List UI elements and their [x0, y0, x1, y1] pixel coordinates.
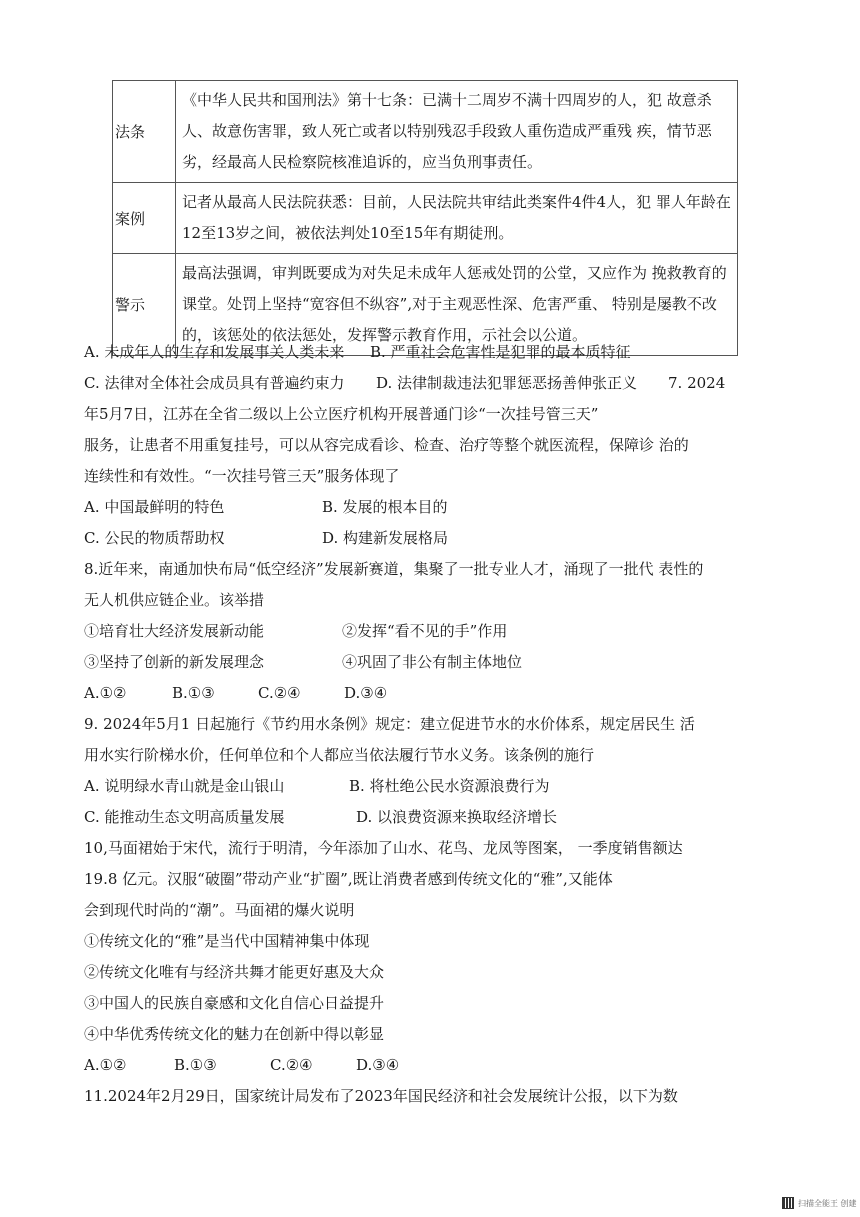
q6-option-b: B. 严重社会危害性是犯罪的最本质特征: [370, 343, 631, 361]
q10-choice-a: A.①②: [84, 1056, 127, 1074]
q10-statement-3: ③中国人的民族自豪感和文化自信心日益提升: [84, 994, 385, 1012]
q10-stem-line2: 19.8 亿元。汉服“破圈”带动产业“扩圈”,既让消费者感到传统文化的“雅”,又能体: [84, 870, 613, 888]
q9-option-d: D. 以浪费资源来换取经济增长: [356, 808, 558, 826]
q9-option-c: C. 能推动生态文明高质量发展: [84, 808, 285, 826]
q7-stem-line3: 连续性和有效性。“一次挂号管三天”服务体现了: [84, 467, 400, 485]
q9-option-a: A. 说明绿水青山就是金山银山: [84, 777, 285, 795]
q7-option-a: A. 中国最鲜明的特色: [84, 498, 225, 516]
row-label-warning: 警示: [113, 254, 176, 356]
q8-choice-b: B.①③: [172, 684, 215, 702]
qr-code-icon: [782, 1197, 794, 1209]
q7-option-c: C. 公民的物质帮助权: [84, 529, 225, 547]
q10-stem-line3: 会到现代时尚的“潮”。马面裙的爆火说明: [84, 901, 355, 919]
q8-statement-2: ②发挥“看不见的手”作用: [342, 622, 508, 640]
law-case-table: [112, 80, 738, 356]
q10-statement-4: ④中华优秀传统文化的魅力在创新中得以彰显: [84, 1025, 385, 1043]
q7-option-b: B. 发展的根本目的: [322, 498, 448, 516]
q8-stem-line1: 8.近年来，南通加快布局“低空经济”发展新赛道，集聚了一批专业人才，涌现了一批代 表性的: [84, 560, 704, 578]
q10-stem-line1: 10,马面裙始于宋代，流行于明清，今年添加了山水、花鸟、龙凤等图案， 一季度销售额达: [84, 839, 683, 857]
q7-stem-line2: 服务，让患者不用重复挂号，可以从容完成看诊、检查、治疗等整个就医流程，保障诊 治的: [84, 436, 689, 454]
q8-statement-3: ③坚持了创新的新发展理念: [84, 653, 265, 671]
q6-option-a: A. 未成年人的生存和发展事关人类未来: [84, 343, 345, 361]
q7-number: 7. 2024: [668, 374, 726, 392]
q8-statement-4: ④巩固了非公有制主体地位: [342, 653, 523, 671]
q10-statement-2: ②传统文化唯有与经济共舞才能更好惠及大众: [84, 963, 385, 981]
q11-stem-line1: 11.2024年2月29日，国家统计局发布了2023年国民经济和社会发展统计公报，以下为数: [84, 1087, 678, 1105]
watermark-text: 扫描全能王 创建: [798, 1198, 857, 1208]
q9-option-b: B. 将杜绝公民水资源浪费行为: [349, 777, 550, 795]
q8-stem-line2: 无人机供应链企业。该举措: [84, 591, 265, 609]
row-text-case: 记者从最高人民法院获悉：目前，人民法院共审结此类案件4件4人，犯 罪人年龄在12至13岁之间，被依法判处10至15年有期徒刑。: [176, 183, 738, 254]
row-text-warning: 最高法强调，审判既要成为对失足未成年人惩戒处罚的公堂，又应作为 挽救教育的课堂。处罚上坚持“宽容但不纵容”,对于主观恶性深、危害严重、 特别是屡教不改的，该惩处的依法惩处，发挥警示教育作用，示社会以公道。: [176, 254, 738, 356]
q10-choice-c: C.②④: [270, 1056, 313, 1074]
table-row: [113, 183, 738, 254]
q6-option-d: D. 法律制裁违法犯罪惩恶扬善伸张正义: [376, 374, 638, 392]
q6-option-c: C. 法律对全体社会成员具有普遍约束力: [84, 374, 345, 392]
row-label-law: 法条: [113, 81, 176, 183]
q7-stem-line1: 年5月7日，江苏在全省二级以上公立医疗机构开展普通门诊“一次挂号管三天”: [84, 405, 599, 423]
q10-choice-d: D.③④: [356, 1056, 400, 1074]
q10-choice-b: B.①③: [174, 1056, 217, 1074]
q10-statement-1: ①传统文化的“雅”是当代中国精神集中体现: [84, 932, 370, 950]
row-text-law: 《中华人民共和国刑法》第十七条：已满十二周岁不满十四周岁的人，犯 故意杀人、故意伤害罪，致人死亡或者以特别残忍手段致人重伤造成严重残 疾，情节恶劣，经最高人民检察院核准追诉的，应当负刑事责任。: [176, 81, 738, 183]
q8-statement-1: ①培育壮大经济发展新动能: [84, 622, 265, 640]
q8-choice-a: A.①②: [84, 684, 127, 702]
q9-stem-line1: 9. 2024年5月1 日起施行《节约用水条例》规定：建立促进节水的水价体系，规定居民生 活: [84, 715, 695, 733]
q9-stem-line2: 用水实行阶梯水价，任何单位和个人都应当依法履行节水义务。该条例的施行: [84, 746, 595, 764]
q7-option-d: D. 构建新发展格局: [322, 529, 449, 547]
scanner-watermark: [782, 1197, 857, 1209]
table-row: [113, 81, 738, 183]
row-label-case: 案例: [113, 183, 176, 254]
q8-choice-c: C.②④: [258, 684, 301, 702]
q8-choice-d: D.③④: [344, 684, 388, 702]
